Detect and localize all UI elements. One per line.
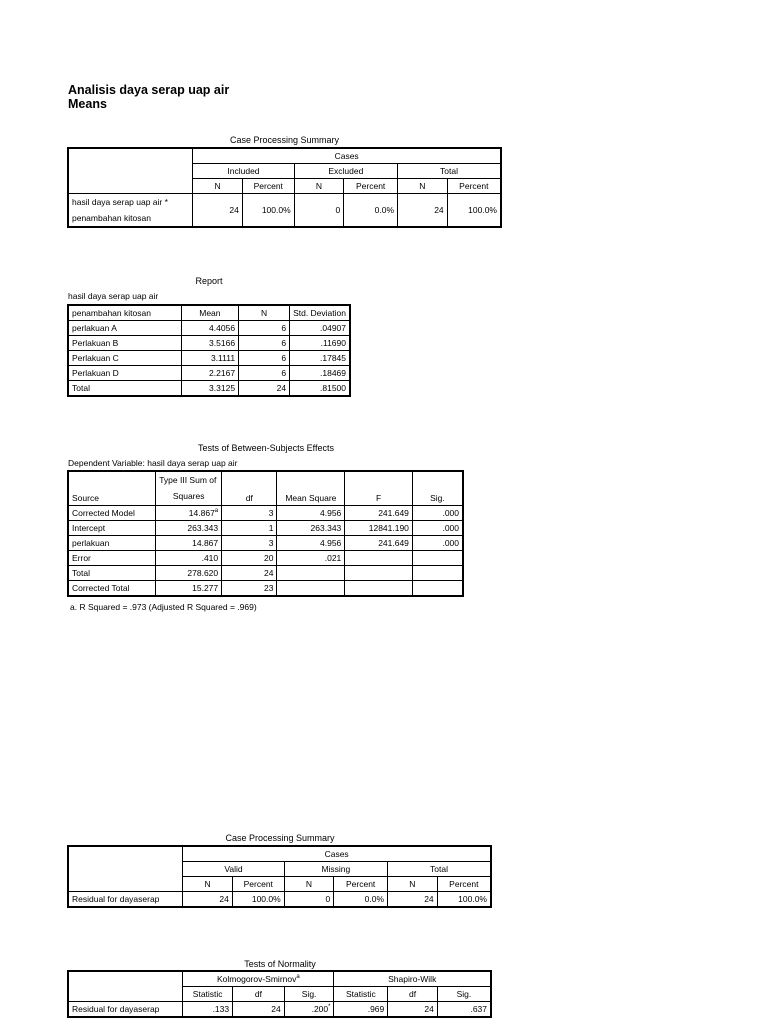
mean-square-cell: 4.956: [277, 535, 345, 550]
between-effects-caption: Tests of Between-Subjects Effects: [198, 443, 334, 453]
between-effects-table: [67, 470, 464, 597]
mean-cell: 3.3125: [181, 381, 238, 397]
sub-header: Sig.: [284, 987, 334, 1002]
table-row: [68, 1002, 491, 1018]
sub-header: N: [284, 877, 334, 892]
df-cell: 3: [222, 535, 277, 550]
sig-cell: .000: [412, 505, 463, 520]
normality-table: [67, 970, 492, 1018]
sub-header: df: [388, 987, 438, 1002]
report-table: [67, 304, 351, 397]
source-cell: Corrected Model: [68, 505, 156, 520]
group-header: Shapiro-Wilk: [334, 971, 491, 987]
value-cell: 24: [183, 892, 233, 908]
sub-header: Percent: [242, 179, 294, 194]
df-cell: 24: [222, 565, 277, 580]
mean-square-cell: [277, 580, 345, 596]
table-row: [68, 505, 463, 520]
value-cell: .637: [437, 1002, 491, 1018]
source-cell: Error: [68, 550, 156, 565]
source-cell: Total: [68, 565, 156, 580]
sig-cell: [412, 550, 463, 565]
sum-squares-header: [156, 471, 222, 505]
f-cell: [345, 580, 413, 596]
source-cell: perlakuan: [68, 535, 156, 550]
row-label: [68, 194, 193, 228]
value-cell: 0.0%: [344, 194, 398, 228]
value-cell: 0: [284, 892, 334, 908]
sig-cell: [412, 565, 463, 580]
mean-cell: 3.1111: [181, 351, 238, 366]
df-cell: 20: [222, 550, 277, 565]
sd-cell: .17845: [290, 351, 350, 366]
corner-cell: [68, 971, 183, 1002]
mean-cell: 3.5166: [181, 336, 238, 351]
header-line: Squares: [172, 491, 205, 502]
table-row: [68, 550, 463, 565]
table-row: [68, 351, 350, 366]
sub-header: Percent: [344, 179, 398, 194]
row-label: Total: [68, 381, 181, 397]
value-cell: 0.0%: [334, 892, 388, 908]
value-cell: 100.0%: [242, 194, 294, 228]
report-header: penambahan kitosan: [68, 305, 181, 321]
page-title: Analisis daya serap uap air: [68, 83, 230, 97]
cases-header: Cases: [193, 148, 501, 164]
sum-squares-cell: [156, 505, 222, 520]
group-header: Valid: [183, 862, 284, 877]
table-row: [68, 892, 491, 908]
sub-header: N: [294, 179, 344, 194]
value: .200: [311, 1004, 329, 1014]
sum-squares-cell: 278.620: [156, 565, 222, 580]
sub-header: Sig.: [437, 987, 491, 1002]
table-row: [68, 321, 350, 336]
sum-squares-cell: 15.277: [156, 580, 222, 596]
report-header: N: [239, 305, 290, 321]
row-label: Perlakuan C: [68, 351, 181, 366]
f-cell: 241.649: [345, 505, 413, 520]
table-row: [68, 580, 463, 596]
sub-header: Statistic: [334, 987, 388, 1002]
sub-header: N: [183, 877, 233, 892]
table-row: [68, 336, 350, 351]
case-summary-2-table: [67, 845, 492, 908]
value-cell: 24: [388, 892, 438, 908]
sum-squares-cell: .410: [156, 550, 222, 565]
sub-header: Statistic: [183, 987, 233, 1002]
normality-caption: Tests of Normality: [244, 959, 316, 969]
value-cell: 100.0%: [447, 194, 501, 228]
sub-header: Percent: [437, 877, 491, 892]
report-dependent: hasil daya serap uap air: [68, 291, 159, 301]
f-cell: [345, 550, 413, 565]
sd-cell: .81500: [290, 381, 350, 397]
value-cell: .133: [183, 1002, 233, 1018]
sig-cell: .000: [412, 535, 463, 550]
group-header: Included: [193, 164, 294, 179]
sub-header: N: [398, 179, 448, 194]
table-row: [68, 366, 350, 381]
sig-header: Sig.: [412, 471, 463, 505]
table-row: [68, 565, 463, 580]
sub-header: N: [193, 179, 243, 194]
mean-square-cell: [277, 565, 345, 580]
report-header: Std. Deviation: [290, 305, 350, 321]
group-label: Kolmogorov-Smirnov: [217, 974, 297, 984]
value-cell: 24: [193, 194, 243, 228]
row-label: perlakuan A: [68, 321, 181, 336]
row-label: Perlakuan D: [68, 366, 181, 381]
value: 14.867: [188, 507, 215, 518]
df-cell: 1: [222, 520, 277, 535]
group-header: Missing: [284, 862, 387, 877]
df-cell: 23: [222, 580, 277, 596]
mean-cell: 4.4056: [181, 321, 238, 336]
value-cell: 0: [294, 194, 344, 228]
sub-header: Percent: [334, 877, 388, 892]
f-cell: [345, 565, 413, 580]
source-header: Source: [68, 471, 156, 505]
report-caption: Report: [195, 276, 223, 286]
group-header: Total: [398, 164, 501, 179]
value-cell: .969: [334, 1002, 388, 1018]
sig-cell: [412, 580, 463, 596]
n-cell: 6: [239, 321, 290, 336]
n-cell: 6: [239, 366, 290, 381]
corner-cell: [68, 846, 183, 892]
group-header: Total: [388, 862, 491, 877]
report-header: Mean: [181, 305, 238, 321]
table-row: [68, 535, 463, 550]
value-cell: 100.0%: [232, 892, 284, 908]
value-cell: [284, 1002, 334, 1018]
dependent-variable-label: Dependent Variable: hasil daya serap uap air: [68, 458, 238, 468]
row-label-line: hasil daya serap uap air *: [72, 197, 168, 207]
footnote: a. R Squared = .973 (Adjusted R Squared = .969): [70, 602, 257, 612]
sd-cell: .11690: [290, 336, 350, 351]
footnote-mark: a: [296, 974, 300, 981]
source-cell: Corrected Total: [68, 580, 156, 596]
df-header: df: [222, 471, 277, 505]
value-cell: 24: [233, 1002, 285, 1018]
sd-cell: .18469: [290, 366, 350, 381]
header-line: Type III Sum of: [159, 475, 217, 486]
group-header: [183, 971, 334, 987]
mean-square-cell: 263.343: [277, 520, 345, 535]
corner-cell: [68, 148, 193, 194]
row-label-line: penambahan kitosan: [72, 213, 151, 223]
table-row: [68, 520, 463, 535]
row-label: Residual for dayaserap: [68, 892, 183, 908]
sub-header: Percent: [232, 877, 284, 892]
case-summary-1-table: [67, 147, 502, 228]
df-cell: 3: [222, 505, 277, 520]
mean-square-cell: .021: [277, 550, 345, 565]
sub-header: Percent: [447, 179, 501, 194]
case-summary-2-caption: Case Processing Summary: [225, 833, 335, 843]
sum-squares-cell: 263.343: [156, 520, 222, 535]
row-label: Residual for dayaserap: [68, 1002, 183, 1018]
f-cell: 241.649: [345, 535, 413, 550]
table-row: [68, 381, 350, 397]
sub-header: N: [388, 877, 438, 892]
f-cell: 12841.190: [345, 520, 413, 535]
n-cell: 24: [239, 381, 290, 397]
source-cell: Intercept: [68, 520, 156, 535]
value-cell: 24: [388, 1002, 438, 1018]
row-label: Perlakuan B: [68, 336, 181, 351]
group-header: Excluded: [294, 164, 397, 179]
sd-cell: .04907: [290, 321, 350, 336]
sum-squares-cell: 14.867: [156, 535, 222, 550]
sig-cell: .000: [412, 520, 463, 535]
page-subtitle: Means: [68, 97, 107, 111]
footnote-mark: *: [328, 1004, 331, 1011]
mean-cell: 2.2167: [181, 366, 238, 381]
case-summary-1-caption: Case Processing Summary: [229, 135, 340, 145]
cases-header: Cases: [183, 846, 491, 862]
f-header: F: [345, 471, 413, 505]
mean-square-cell: 4.956: [277, 505, 345, 520]
value-cell: 100.0%: [437, 892, 491, 908]
n-cell: 6: [239, 336, 290, 351]
mean-square-header: Mean Square: [277, 471, 345, 505]
value-cell: 24: [398, 194, 448, 228]
footnote-mark: a: [214, 507, 219, 514]
sub-header: df: [233, 987, 285, 1002]
n-cell: 6: [239, 351, 290, 366]
